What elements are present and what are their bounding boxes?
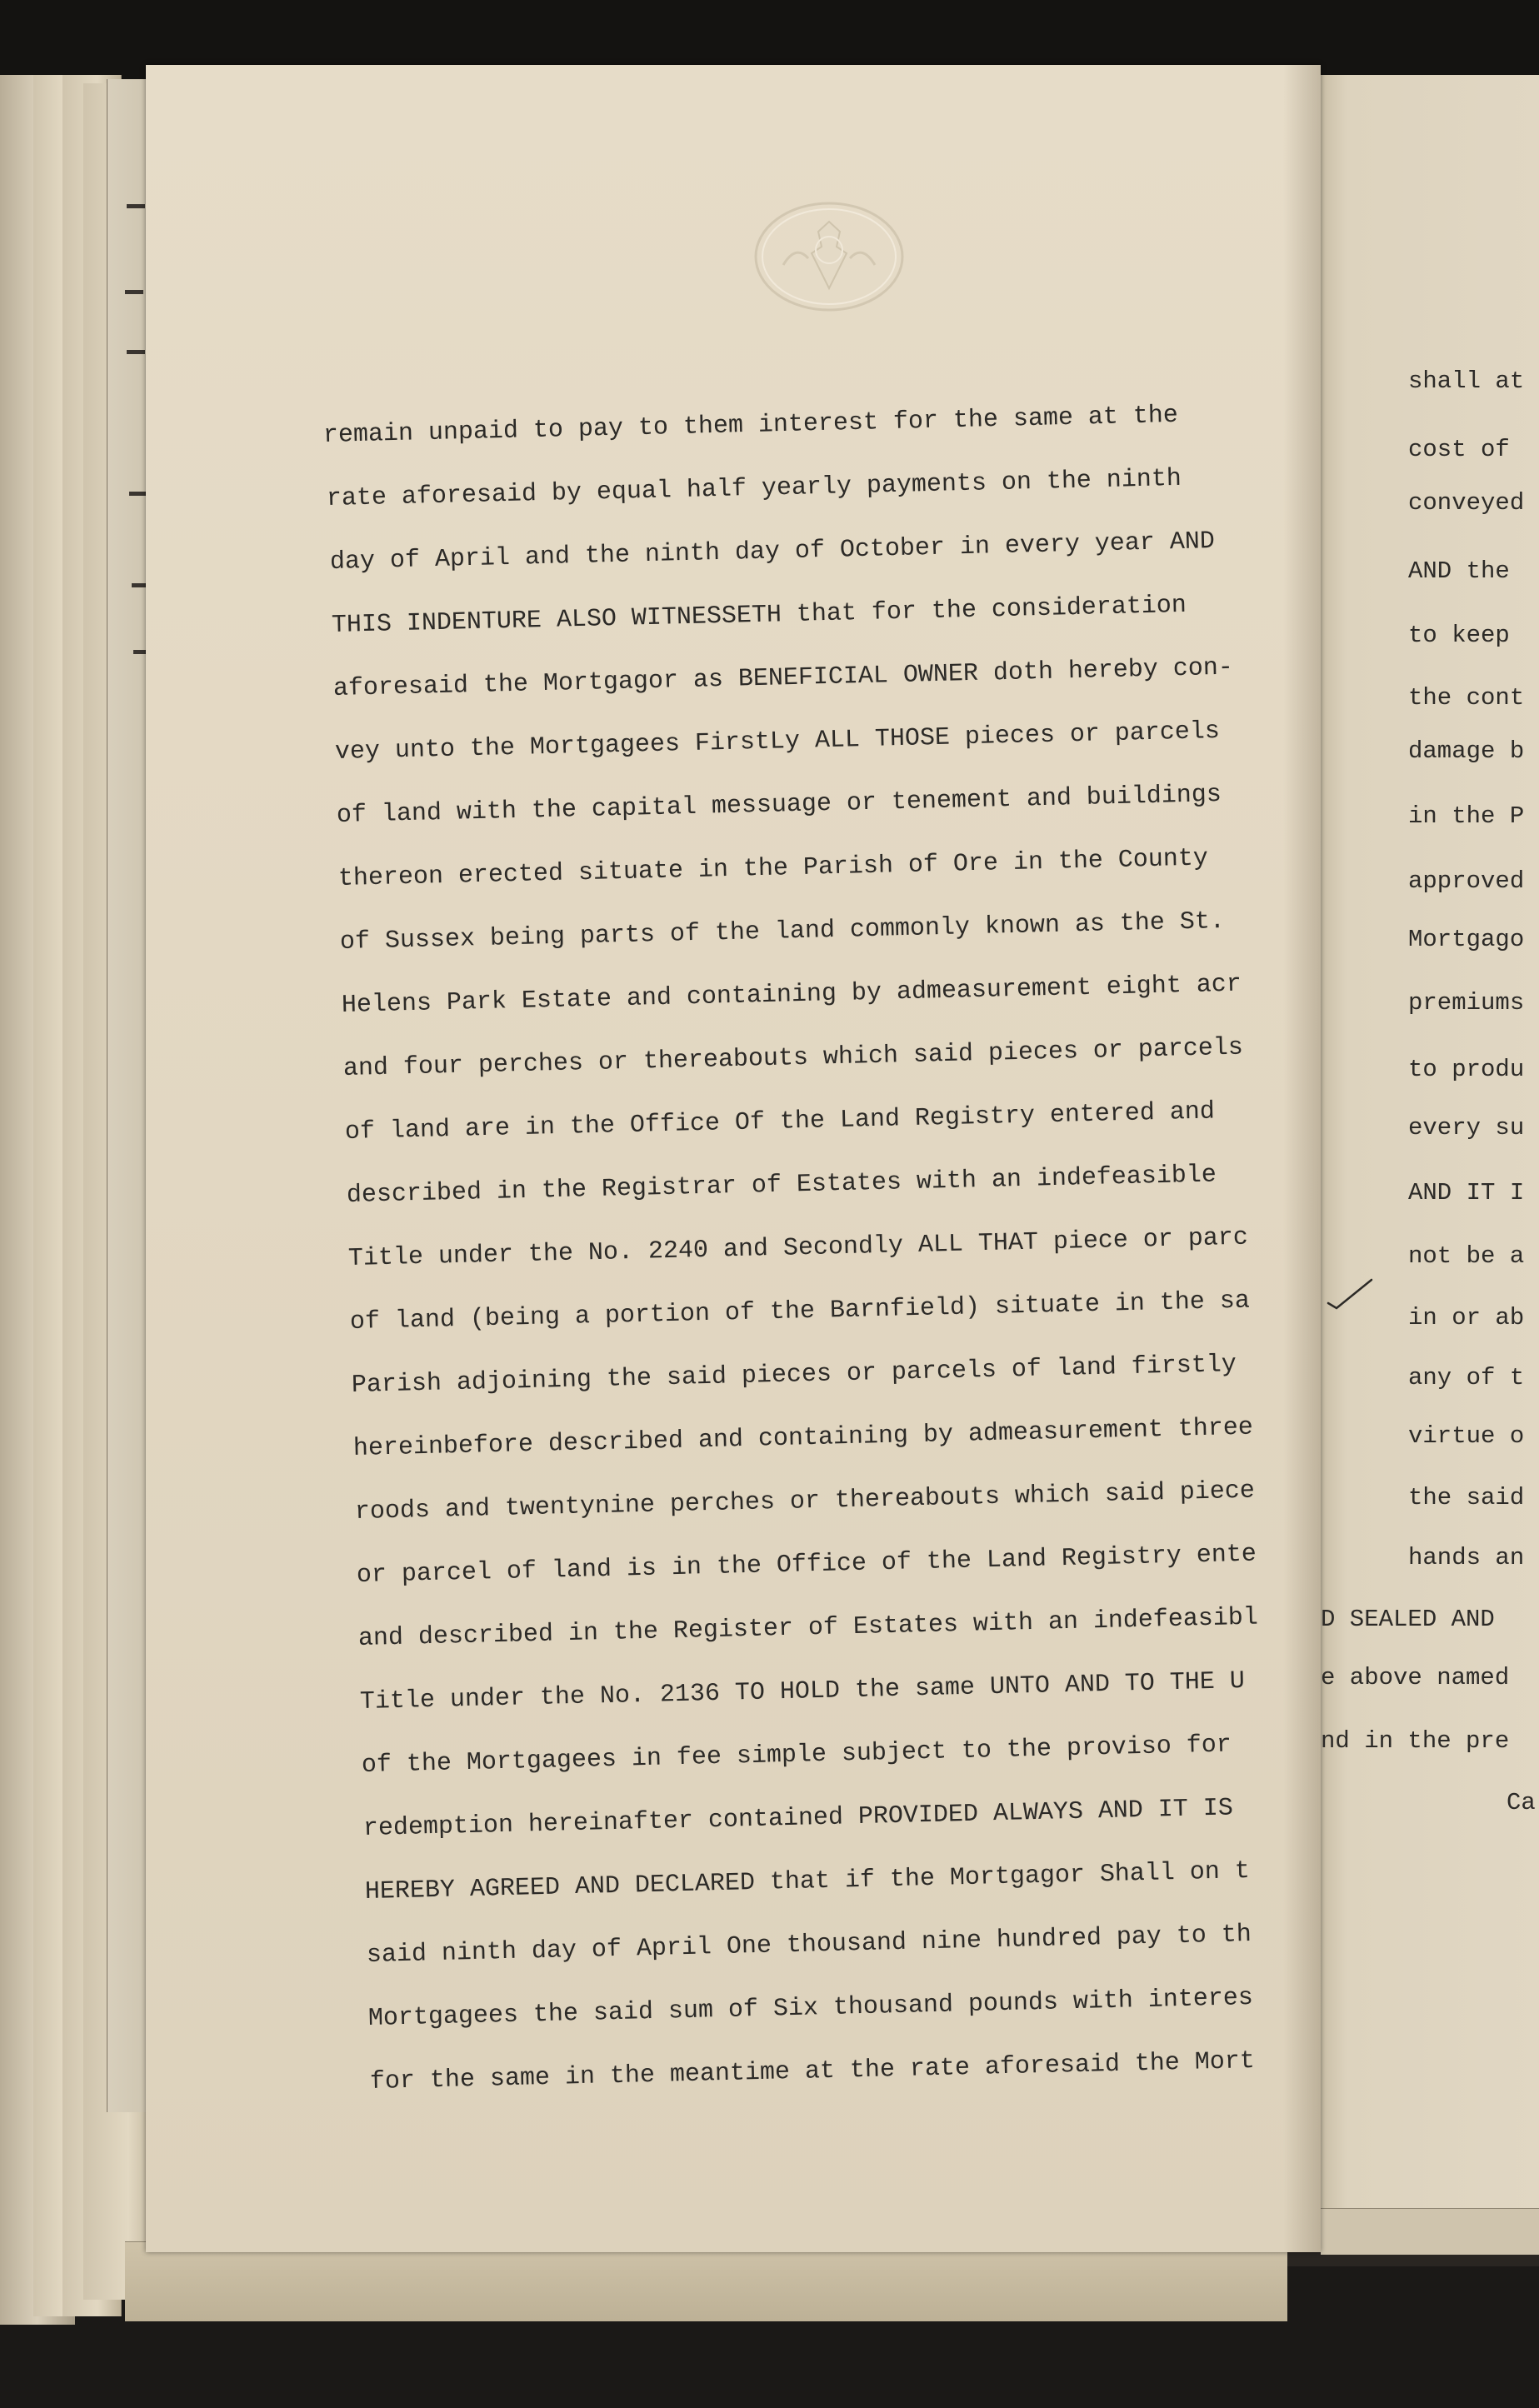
text-line: said ninth day of April One thousand nine hundred pay to th <box>366 1920 1252 1970</box>
facing-text-line: the said <box>1408 1484 1525 1511</box>
text-line: of land with the capital messuage or tenement and buildings <box>336 780 1222 830</box>
text-line: of Sussex being parts of the land commonly known as the St. <box>339 907 1226 957</box>
leaf-tab-mark <box>127 204 145 208</box>
text-line: vey unto the Mortgagees FirstLy ALL THOSE pieces or parcels <box>334 717 1221 767</box>
facing-text-line: shall at <box>1408 367 1525 395</box>
text-line: roods and twentynine perches or thereabouts which said piece <box>354 1476 1256 1526</box>
facing-text-line: damage b <box>1408 737 1525 765</box>
text-line: HEREBY AGREED AND DECLARED that if the Mortgagor Shall on t <box>364 1856 1251 1906</box>
facing-page-base <box>1321 2208 1539 2255</box>
page-bottom-tab <box>125 2241 1287 2321</box>
text-line: aforesaid the Mortgagor as BENEFICIAL OWNER doth hereby con- <box>332 653 1234 703</box>
text-line: day of April and the ninth day of October in every year AND <box>329 527 1216 577</box>
text-line: remain unpaid to pay to them interest for the same at the <box>322 401 1179 450</box>
text-line: of the Mortgagees in fee simple subject to the proviso for <box>361 1731 1232 1780</box>
facing-text-line: not be a <box>1408 1242 1525 1270</box>
facing-text-line: virtue o <box>1408 1422 1525 1450</box>
facing-text-line: to keep <box>1408 622 1510 649</box>
facing-text-line: every su <box>1408 1114 1525 1142</box>
leaf-tab-mark <box>129 492 147 496</box>
facing-text-line: AND IT I <box>1408 1179 1525 1206</box>
facing-text-line: premiums <box>1408 989 1525 1017</box>
text-line: Mortgagees the said sum of Six thousand pounds with interes <box>367 1983 1254 2033</box>
facing-text-line: Mortgago <box>1408 926 1525 953</box>
text-line: of land are in the Office Of the Land Registry entered and <box>344 1097 1216 1147</box>
text-line: Title under the No. 2240 and Secondly ALL THAT piece or parc <box>347 1223 1249 1273</box>
page-gutter-shade <box>1283 65 1321 2252</box>
facing-text-line: to produ <box>1408 1056 1525 1083</box>
facing-text-line: nd in the pre <box>1321 1727 1510 1755</box>
text-line: or parcel of land is in the Office of the Land Registry ente <box>356 1540 1257 1590</box>
facing-text-line: hands an <box>1408 1544 1525 1571</box>
embossed-seal <box>750 198 908 315</box>
text-line: thereon erected situate in the Parish of Ore in the County <box>337 844 1209 893</box>
facing-text-line: in or ab <box>1408 1304 1525 1331</box>
text-line: and described in the Register of Estates with an indefeasibl <box>357 1603 1259 1653</box>
text-line: hereinbefore described and containing by admeasurement three <box>352 1413 1254 1463</box>
facing-text-line: any of t <box>1408 1364 1525 1391</box>
leaf-tab-mark <box>127 350 145 354</box>
text-line: for the same in the meantime at the rate aforesaid the Mort <box>369 2046 1256 2096</box>
text-line: of land (being a portion of the Barnfield) situate in the sa <box>349 1286 1251 1336</box>
text-line: Parish adjoining the said pieces or parcels of land firstly <box>351 1350 1237 1400</box>
facing-text-line: the cont <box>1408 684 1525 712</box>
facing-text-line: in the P <box>1408 802 1525 830</box>
text-line: THIS INDENTURE ALSO WITNESSETH that for the consideration <box>331 591 1187 640</box>
text-line: redemption hereinafter contained PROVIDED ALWAYS AND IT IS <box>362 1794 1234 1843</box>
facing-text-line: approved <box>1408 867 1525 895</box>
pencil-tick-mark <box>1325 1275 1375 1316</box>
facing-text-line: conveyed <box>1408 489 1525 517</box>
facing-text-line: AND the <box>1408 557 1510 585</box>
facing-text-line: D SEALED AND <box>1321 1606 1495 1633</box>
text-line: described in the Registrar of Estates with an indefeasible <box>346 1161 1217 1210</box>
facing-text-line: cost of <box>1408 436 1510 463</box>
text-line: Title under the No. 2136 TO HOLD the same UNTO AND TO THE U <box>359 1666 1246 1716</box>
text-line: rate aforesaid by equal half yearly payments on the ninth <box>326 464 1182 513</box>
leaf-tab-mark <box>125 290 143 294</box>
text-line: and four perches or thereabouts which said pieces or parcels <box>342 1033 1244 1083</box>
facing-text-line: Ca <box>1507 1789 1536 1816</box>
text-line: Helens Park Estate and containing by admeasurement eight acr <box>341 970 1242 1020</box>
facing-text-line: e above named <box>1321 1664 1510 1691</box>
